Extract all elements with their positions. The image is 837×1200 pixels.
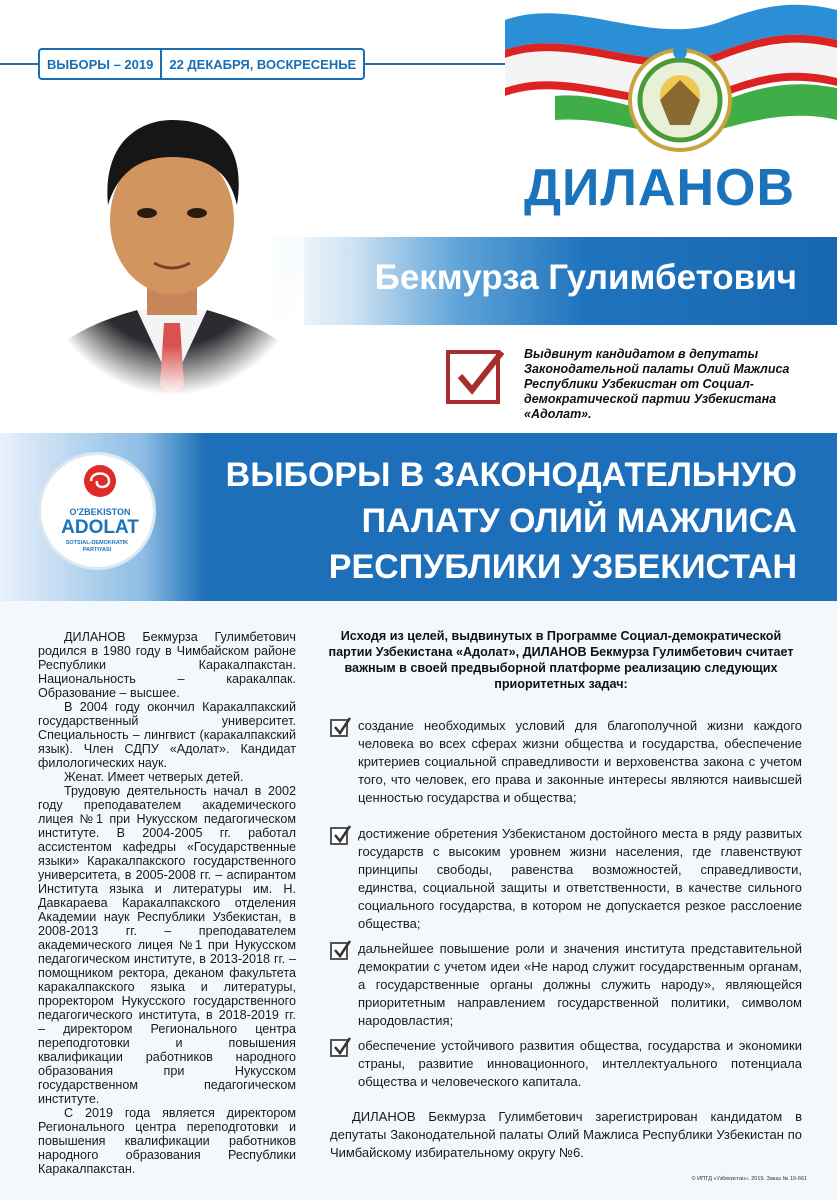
registration-statement: ДИЛАНОВ Бекмурза Гулимбетович зарегистрирован кандидатом в депутаты Законодательной палаты Олий Мажлиса Республики Узбекистан по Чимбайскому избирательному округу №6. <box>330 1109 802 1160</box>
candidate-given-names: Бекмурза Гулимбетович <box>374 258 797 297</box>
program-intro: Исходя из целей, выдвинутых в Программе Социал-демократической партии Узбекистана «Адолат», ДИЛАНОВ Бекмурза Гулимбетович считает важным в своей предвыборной платформе реализацию следующих приоритетных задач: <box>328 629 794 691</box>
print-imprint: © ИПТД «Узбекистан», 2019. Заказ № 19-661 <box>691 1176 807 1182</box>
bio-paragraph: ДИЛАНОВ Бекмурза Гулимбетович родился в 1980 году в Чимбайском районе Республики Каракалпакстан. Национальность – каракалпак. Образование – высшее. <box>38 630 296 700</box>
tick-box <box>330 719 348 737</box>
election-title <box>197 452 797 590</box>
election-date: 22 ДЕКАБРЯ, ВОСКРЕСЕНЬЕ <box>169 56 357 72</box>
checkbox-mark <box>446 350 500 404</box>
logo-subtitle: SOTSIAL-DEMOKRATIK PARTIYASI <box>65 540 129 553</box>
candidate-surname: ДИЛАНОВ <box>523 159 795 217</box>
rose-icon <box>81 463 119 503</box>
election-date-badge <box>38 48 365 80</box>
nomination-text: Выдвинут кандидатом в депутаты Законодательной палаты Олий Мажлиса Республики Узбекистан от Социал-демократической партии Узбекистана «Адолат». <box>524 347 790 421</box>
candidate-portrait <box>42 95 304 395</box>
bio-paragraph: В 2004 году окончил Каракалпакский государственный университет. Специальность – лингвист (каракалпакский язык). Член СДПУ «Адолат». Кандидат филологических наук. <box>38 700 296 770</box>
bio-paragraph: Трудовую деятельность начал в 2002 году преподавателем академического лицея №1 при Нукусском педагогическом институте. В 2004-2005 гг. работал ассистентом кафедры «Государственные языки» Каракалпакского государственного университета, в 2005-2008 гг. – аспирантом Института языка и литературы им. Н. Давкараева Каракалпакского отделения Академии наук Республики Узбекистан, в 2008-2013 гг. – преподавателем академического лицея №1 при Нукусском педагогическом институте, в 2013-2018 гг. – помощником ректора, деканом факультета каракалпакского языка и литературы, проректором Нукусского государственного педагогического института, в 2018-2019 гг. – директором Регионального центра переподготовки и повышения квалификации работников народного образования при Нукусском государственном педагогическом институте. <box>38 784 296 1106</box>
title-line: РЕСПУБЛИКИ УЗБЕКИСТАН <box>328 548 797 586</box>
tick-box <box>330 1039 348 1057</box>
check-icon <box>333 939 351 959</box>
bio-paragraph: С 2019 года является директором Регионального центра переподготовки и повышения квалификации работников народного образования Республики Каракалпакстан. <box>38 1106 296 1176</box>
biography <box>38 630 296 1176</box>
title-line: ПАЛАТУ ОЛИЙ МАЖЛИСА <box>361 502 797 540</box>
task-text: достижение обретения Узбекистаном достойного места в ряду развитых государств с высоким уровнем жизни населения, где главенствуют принципы свободы, равенства возможностей, справедливости, единства, социальной защиты и ответственности, в качестве сильного социального государства, в котором не допускается резкое расслоение общества; <box>358 826 802 931</box>
task-text: дальнейшее повышение роли и значения института представительной демократии с учетом идеи «Не народ служит государственным органам, а государственные органы должны служить народу», являющейся приоритетным направлением государственной политики, символом народовластия; <box>358 941 802 1028</box>
task-text: обеспечение устойчивого развития общества, государства и экономики страны, развитие инновационного, интеллектуального потенциала общества и человеческого капитала. <box>358 1038 802 1089</box>
check-icon <box>333 716 351 736</box>
title-line: ВЫБОРЫ В ЗАКОНОДАТЕЛЬНУЮ <box>225 456 797 494</box>
check-icon <box>454 348 506 400</box>
elections-label: ВЫБОРЫ – 2019 <box>47 56 154 72</box>
check-icon <box>333 824 351 844</box>
flag-emblem-graphic <box>495 0 837 160</box>
tick-box <box>330 942 348 960</box>
bio-paragraph: Женат. Имеет четверых детей. <box>64 770 244 784</box>
tick-box <box>330 827 348 845</box>
logo-name: ADOLAT <box>61 517 139 538</box>
logo-country: O'ZBEKISTON <box>69 507 131 517</box>
check-icon <box>333 1036 351 1056</box>
party-logo <box>38 452 156 570</box>
task-text: создание необходимых условий для благополучной жизни каждого человека во всех сферах жизни общества и государства, обеспечение критериев социальной справедливости и верховенства закона с учетом того, что человек, его права и законные интересы являются наивысшей ценностью государства и общества; <box>358 718 802 805</box>
